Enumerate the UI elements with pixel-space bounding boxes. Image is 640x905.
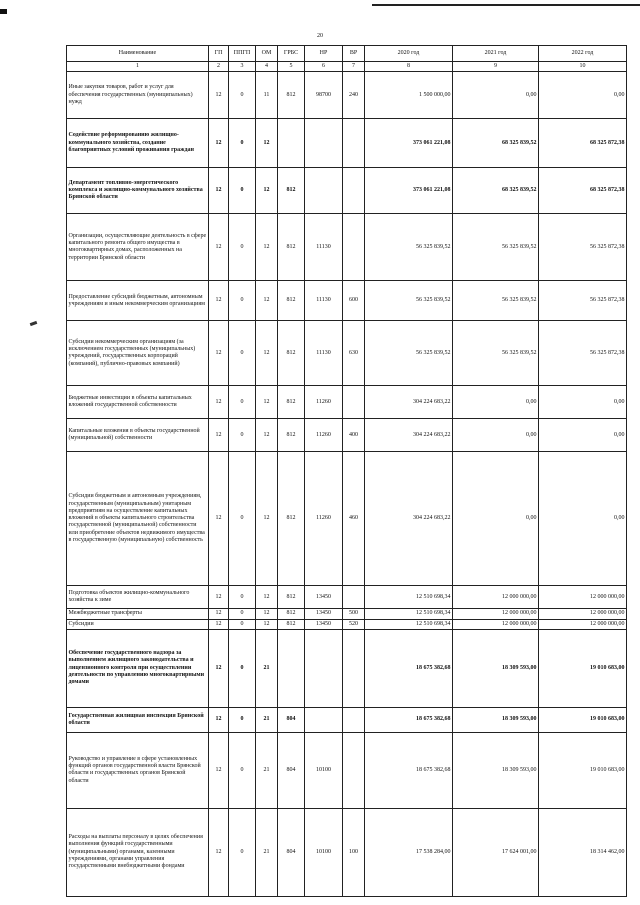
cell-grbs: 812 — [278, 386, 305, 419]
table-row — [67, 609, 627, 619]
cell-gp: 12 — [209, 281, 229, 321]
cell-2020: 56 325 839,52 — [365, 281, 453, 321]
cell-nr: 10100 — [305, 808, 343, 896]
cell-gp: 12 — [209, 168, 229, 214]
cell-name: Субсидии — [67, 619, 209, 629]
cell-2020: 12 510 698,34 — [365, 619, 453, 629]
cell-gp: 12 — [209, 214, 229, 281]
cell-nr: 11260 — [305, 452, 343, 586]
cell-2020: 18 675 382,68 — [365, 707, 453, 732]
table-row — [67, 707, 627, 732]
cell-2022: 68 325 872,38 — [539, 119, 627, 168]
cell-om: 12 — [256, 321, 278, 386]
cell-2021: 0,00 — [453, 419, 539, 452]
cell-2021: 0,00 — [453, 386, 539, 419]
table-row — [67, 214, 627, 281]
col-number: 7 — [343, 62, 365, 72]
col-header-vr: ВР — [343, 46, 365, 62]
table-row — [67, 386, 627, 419]
col-header-2020: 2020 год — [365, 46, 453, 62]
cell-ppgp: 0 — [229, 609, 256, 619]
table-row — [67, 808, 627, 896]
cell-nr: 10100 — [305, 732, 343, 808]
col-header-2021: 2021 год — [453, 46, 539, 62]
cell-name: Субсидии бюджетным и автономным учреждениям, государственным (муниципальным) унитарным предприятиям на осуществление капитальных вложений в объекты капитального строительства государственной (муниципальной) собственности или приобретение объектов недвижимого имущества в государственную (муниципальную) собственность — [67, 452, 209, 586]
cell-nr: 13450 — [305, 609, 343, 619]
cell-gp: 12 — [209, 808, 229, 896]
cell-grbs: 804 — [278, 707, 305, 732]
cell-vr — [343, 707, 365, 732]
cell-grbs: 812 — [278, 586, 305, 609]
cell-nr — [305, 707, 343, 732]
cell-gp: 12 — [209, 321, 229, 386]
cell-nr: 11130 — [305, 214, 343, 281]
cell-2021: 12 000 000,00 — [453, 619, 539, 629]
cell-gp: 12 — [209, 419, 229, 452]
cell-ppgp: 0 — [229, 419, 256, 452]
cell-grbs: 812 — [278, 214, 305, 281]
cell-2020: 373 061 221,08 — [365, 168, 453, 214]
cell-grbs — [278, 629, 305, 707]
cell-name: Государственная жилищная инспекция Брянской области — [67, 707, 209, 732]
cell-ppgp: 0 — [229, 321, 256, 386]
scan-artifact-mark — [30, 321, 38, 326]
col-header-om: ОМ — [256, 46, 278, 62]
col-number: 4 — [256, 62, 278, 72]
cell-ppgp: 0 — [229, 168, 256, 214]
cell-2022: 19 010 683,00 — [539, 732, 627, 808]
cell-2020: 56 325 839,52 — [365, 321, 453, 386]
cell-vr: 500 — [343, 609, 365, 619]
cell-2021: 18 309 593,00 — [453, 629, 539, 707]
col-header-nr: НР — [305, 46, 343, 62]
cell-2021: 68 325 839,52 — [453, 119, 539, 168]
cell-2021: 0,00 — [453, 72, 539, 119]
cell-ppgp: 0 — [229, 386, 256, 419]
cell-gp: 12 — [209, 72, 229, 119]
col-number: 5 — [278, 62, 305, 72]
cell-2022: 18 314 462,00 — [539, 808, 627, 896]
cell-ppgp: 0 — [229, 119, 256, 168]
cell-2021: 17 624 001,00 — [453, 808, 539, 896]
cell-2022: 12 000 000,00 — [539, 586, 627, 609]
table-row — [67, 321, 627, 386]
cell-2022: 12 000 000,00 — [539, 619, 627, 629]
cell-om: 12 — [256, 619, 278, 629]
col-header-ppgp: ППГП — [229, 46, 256, 62]
table-row — [67, 281, 627, 321]
cell-2022: 56 325 872,38 — [539, 321, 627, 386]
cell-om: 12 — [256, 609, 278, 619]
cell-2022: 56 325 872,38 — [539, 214, 627, 281]
table-row — [67, 619, 627, 629]
cell-ppgp: 0 — [229, 732, 256, 808]
scan-edge-line — [372, 4, 640, 6]
cell-om: 21 — [256, 629, 278, 707]
cell-ppgp: 0 — [229, 619, 256, 629]
cell-name: Обеспечение государственного надзора за выполнением жилищного законодательства и лицензионного контроля при осуществлении деятельности по управлению многоквартирными домами — [67, 629, 209, 707]
cell-ppgp: 0 — [229, 586, 256, 609]
col-header-2022: 2022 год — [539, 46, 627, 62]
cell-2022: 0,00 — [539, 452, 627, 586]
cell-grbs: 812 — [278, 452, 305, 586]
cell-nr — [305, 168, 343, 214]
cell-vr: 100 — [343, 808, 365, 896]
cell-2020: 56 325 839,52 — [365, 214, 453, 281]
cell-name: Бюджетные инвестиции в объекты капитальных вложений государственной собственности — [67, 386, 209, 419]
cell-nr: 13450 — [305, 619, 343, 629]
col-header-grbs: ГРБС — [278, 46, 305, 62]
cell-2020: 17 538 284,00 — [365, 808, 453, 896]
cell-2020: 373 061 221,08 — [365, 119, 453, 168]
cell-ppgp: 0 — [229, 452, 256, 586]
col-number: 9 — [453, 62, 539, 72]
table-body — [67, 72, 627, 897]
table-row — [67, 72, 627, 119]
cell-gp: 12 — [209, 629, 229, 707]
cell-vr — [343, 119, 365, 168]
col-number: 1 — [67, 62, 209, 72]
table-row — [67, 168, 627, 214]
cell-vr: 600 — [343, 281, 365, 321]
cell-2021: 12 000 000,00 — [453, 609, 539, 619]
cell-vr: 240 — [343, 72, 365, 119]
cell-nr — [305, 119, 343, 168]
cell-vr — [343, 168, 365, 214]
cell-2020: 18 675 382,68 — [365, 732, 453, 808]
cell-gp: 12 — [209, 619, 229, 629]
cell-2021: 18 309 593,00 — [453, 732, 539, 808]
cell-gp: 12 — [209, 707, 229, 732]
cell-om: 21 — [256, 732, 278, 808]
cell-vr — [343, 586, 365, 609]
cell-nr — [305, 629, 343, 707]
table-header — [67, 46, 627, 72]
cell-vr: 400 — [343, 419, 365, 452]
cell-vr: 520 — [343, 619, 365, 629]
cell-2021: 68 325 839,52 — [453, 168, 539, 214]
cell-nr: 11130 — [305, 321, 343, 386]
cell-grbs: 804 — [278, 732, 305, 808]
cell-ppgp: 0 — [229, 214, 256, 281]
scan-corner-mark — [0, 9, 7, 14]
table-row — [67, 452, 627, 586]
cell-name: Руководство и управление в сфере установленных функций органов государственной власти Брянской области и государственных органов Брянской области — [67, 732, 209, 808]
cell-grbs: 812 — [278, 281, 305, 321]
cell-2020: 304 224 683,22 — [365, 452, 453, 586]
cell-2021: 56 325 839,52 — [453, 321, 539, 386]
cell-nr: 11260 — [305, 386, 343, 419]
budget-table — [66, 45, 627, 897]
cell-name: Подготовка объектов жилищно-коммунального хозяйства к зиме — [67, 586, 209, 609]
cell-vr: 630 — [343, 321, 365, 386]
cell-2020: 12 510 698,34 — [365, 586, 453, 609]
cell-2022: 0,00 — [539, 72, 627, 119]
col-number: 10 — [539, 62, 627, 72]
cell-gp: 12 — [209, 119, 229, 168]
col-number: 3 — [229, 62, 256, 72]
cell-ppgp: 0 — [229, 629, 256, 707]
table-row — [67, 119, 627, 168]
cell-2021: 12 000 000,00 — [453, 586, 539, 609]
col-number: 6 — [305, 62, 343, 72]
cell-grbs: 812 — [278, 72, 305, 119]
col-number: 2 — [209, 62, 229, 72]
cell-2020: 304 224 683,22 — [365, 386, 453, 419]
cell-grbs: 812 — [278, 419, 305, 452]
cell-name: Предоставление субсидий бюджетным, автономным учреждениям и иным некоммерческим организациям — [67, 281, 209, 321]
table-row — [67, 586, 627, 609]
cell-gp: 12 — [209, 452, 229, 586]
cell-nr: 11260 — [305, 419, 343, 452]
cell-2020: 18 675 382,68 — [365, 629, 453, 707]
page-number: 20 — [317, 33, 323, 39]
cell-grbs — [278, 119, 305, 168]
cell-om: 12 — [256, 281, 278, 321]
cell-vr — [343, 629, 365, 707]
cell-2020: 12 510 698,34 — [365, 609, 453, 619]
cell-2021: 18 309 593,00 — [453, 707, 539, 732]
cell-vr — [343, 214, 365, 281]
cell-ppgp: 0 — [229, 72, 256, 119]
cell-vr: 460 — [343, 452, 365, 586]
cell-2022: 0,00 — [539, 386, 627, 419]
table-row — [67, 419, 627, 452]
cell-2020: 304 224 683,22 — [365, 419, 453, 452]
col-number: 8 — [365, 62, 453, 72]
cell-name: Организации, осуществляющие деятельность в сфере капитального ремонта общего имущества в многоквартирных домах, расположенных на территории Брянской области — [67, 214, 209, 281]
cell-name: Расходы на выплаты персоналу в целях обеспечения выполнения функций государственными (муниципальными) органами, казенными учреждениями, органами управления государственными внебюджетными фондами — [67, 808, 209, 896]
cell-grbs: 812 — [278, 609, 305, 619]
cell-gp: 12 — [209, 732, 229, 808]
cell-om: 12 — [256, 452, 278, 586]
cell-ppgp: 0 — [229, 281, 256, 321]
cell-2022: 68 325 872,38 — [539, 168, 627, 214]
cell-ppgp: 0 — [229, 707, 256, 732]
cell-name: Иные закупки товаров, работ и услуг для обеспечения государственных (муниципальных) нужд — [67, 72, 209, 119]
cell-om: 21 — [256, 707, 278, 732]
cell-om: 12 — [256, 419, 278, 452]
cell-om: 12 — [256, 168, 278, 214]
cell-om: 11 — [256, 72, 278, 119]
col-header-gp: ГП — [209, 46, 229, 62]
cell-2022: 19 010 683,00 — [539, 629, 627, 707]
cell-ppgp: 0 — [229, 808, 256, 896]
cell-grbs: 812 — [278, 321, 305, 386]
cell-2022: 19 010 683,00 — [539, 707, 627, 732]
cell-nr: 13450 — [305, 586, 343, 609]
cell-2022: 0,00 — [539, 419, 627, 452]
cell-2021: 56 325 839,52 — [453, 281, 539, 321]
cell-om: 12 — [256, 586, 278, 609]
cell-om: 21 — [256, 808, 278, 896]
cell-om: 12 — [256, 119, 278, 168]
cell-nr: 11130 — [305, 281, 343, 321]
cell-gp: 12 — [209, 386, 229, 419]
cell-name: Субсидии некоммерческим организациям (за исключением государственных (муниципальных) учреждений, государственных корпораций (компаний), публично-правовых компаний) — [67, 321, 209, 386]
cell-name: Содействие реформированию жилищно-коммунального хозяйства, создание благоприятных условий проживания граждан — [67, 119, 209, 168]
cell-name: Межбюджетные трансферты — [67, 609, 209, 619]
cell-2021: 56 325 839,52 — [453, 214, 539, 281]
cell-grbs: 812 — [278, 619, 305, 629]
cell-2022: 12 000 000,00 — [539, 609, 627, 619]
cell-om: 12 — [256, 386, 278, 419]
cell-om: 12 — [256, 214, 278, 281]
cell-gp: 12 — [209, 586, 229, 609]
cell-grbs: 812 — [278, 168, 305, 214]
cell-grbs: 804 — [278, 808, 305, 896]
cell-2021: 0,00 — [453, 452, 539, 586]
cell-name: Департамент топливно-энергетического комплекса и жилищно-коммунального хозяйства Брянской области — [67, 168, 209, 214]
cell-vr — [343, 386, 365, 419]
cell-2022: 56 325 872,38 — [539, 281, 627, 321]
table-row — [67, 629, 627, 707]
table-row — [67, 732, 627, 808]
cell-name: Капитальные вложения в объекты государственной (муниципальной) собственности — [67, 419, 209, 452]
cell-2020: 1 500 000,00 — [365, 72, 453, 119]
cell-gp: 12 — [209, 609, 229, 619]
cell-vr — [343, 732, 365, 808]
col-header-name: Наименование — [67, 46, 209, 62]
cell-nr: 98700 — [305, 72, 343, 119]
